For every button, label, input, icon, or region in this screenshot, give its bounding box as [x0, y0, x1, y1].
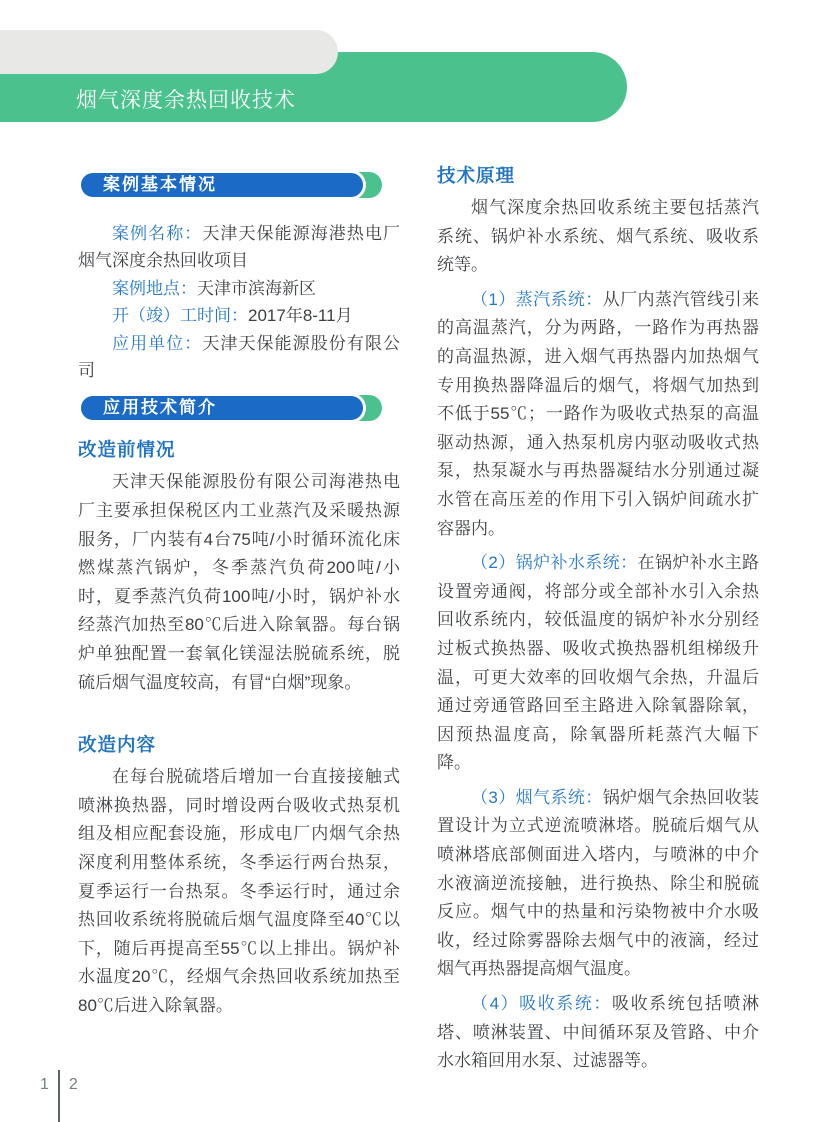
principle-item-label: （2）锅炉补水系统：: [471, 553, 638, 573]
principle-heading: 技术原理: [437, 165, 516, 186]
case-field-label: 案例名称：: [112, 224, 203, 243]
case-field-value: 2017年8-11月: [248, 306, 353, 326]
subsection-heading-content: 改造内容: [78, 734, 157, 756]
subsection-body-content: 在每台脱硫塔后增加一台直接接触式喷淋换热器，同时增设两台吸收式热泵机组及相应配套设施，形成电厂内烟气余热深度利用整体系统，冬季运行两台热泵，夏季运行一台热泵。冬季运行时，通过余热回收系统将脱硫后烟气温度降至40℃以下，随后再提高至55℃以上排出。锅炉补水温度20℃，经烟气余热回收系统加热至80℃后进入除氧器。: [78, 767, 400, 1015]
principle-item-text: 锅炉烟气余热回收装置设计为立式逆流喷淋塔。脱硫后烟气从喷淋塔底部侧面进入塔内，与喷淋的中介水液滴逆流接触，进行换热、除尘和脱硫反应。烟气中的热量和污染物被中介水吸收，经过除雾器除去烟气中的液滴，经过烟气再热器提高烟气温度。: [437, 787, 759, 979]
principle-item-4: [437, 990, 759, 1076]
banner-label: 案例基本情况: [78, 170, 366, 200]
case-field-label: 案例地点：: [112, 278, 197, 298]
section-banner-case: [78, 170, 400, 200]
subsection-heading-before: 改造前情况: [78, 439, 176, 461]
principle-item-3: [437, 784, 759, 984]
page-number-divider: [58, 1070, 60, 1122]
case-field-value: 天津市滨海新区: [197, 278, 316, 298]
principle-item-text: 在锅炉补水主路设置旁通阀，将部分或全部补水引入余热回收系统内，较低温度的锅炉补水分别经过板式换热器、吸收式换热器机组梯级升温，可更大效率的回收烟气余热，升温后通过旁通管路回至主路进入除氧器除氧，因预热温度高，除氧器所耗蒸汽大幅下降。: [437, 553, 759, 773]
principle-item-2: [437, 549, 759, 778]
page-footer: [40, 1070, 78, 1122]
section-banner-tech: [78, 393, 400, 423]
case-field: [78, 302, 400, 329]
principle-item-label: （4）吸收系统：: [471, 994, 613, 1014]
banner-label: 应用技术简介: [78, 393, 366, 423]
case-field-value: 天津天保能源海港热电厂烟气深度余热回收项目: [78, 224, 401, 271]
principle-item-1: [437, 286, 759, 543]
page-number-right: 2: [68, 1076, 78, 1093]
header-gray-ribbon: [0, 30, 338, 74]
case-field: [78, 275, 400, 302]
case-info-block: [78, 220, 400, 384]
right-column: [437, 162, 759, 1076]
principle-item-text: 从厂内蒸汽管线引来的高温蒸汽，分为两路，一路作为再热器的高温热源，进入烟气再热器内加热烟气专用换热器降温后的烟气，将烟气加热到不低于55℃；一路作为吸收式热泵的高温驱动热源，通入热泵机房内驱动吸收式热泵，热泵凝水与再热器凝结水分别通过凝水管在高压差的作用下引入锅炉间疏水扩容器内。: [437, 289, 759, 538]
principle-item-text: 吸收系统包括喷淋塔、喷淋装置、中间循环泵及管路、中介水水箱回用水泵、过滤器等。: [437, 994, 759, 1071]
principle-item-label: （1）蒸汽系统：: [471, 289, 603, 309]
case-field: [78, 220, 400, 275]
case-field: [78, 330, 400, 385]
case-field-value: 天津天保能源股份有限公司: [78, 333, 401, 381]
left-column: [78, 170, 400, 1021]
principle-intro: 烟气深度余热回收系统主要包括蒸汽系统、锅炉补水系统、烟气系统、吸收系统等。: [437, 198, 759, 275]
case-field-label: 应用单位：: [112, 333, 203, 353]
page-number-left: 1: [40, 1076, 49, 1093]
case-field-label: 开（竣）工时间：: [112, 306, 248, 326]
subsection-body-before: 天津天保能源股份有限公司海港热电厂主要承担保税区内工业蒸汽及采暖热源服务，厂内装有4台75吨/小时循环流化床燃煤蒸汽锅炉，冬季蒸汽负荷200吨/小时，夏季蒸汽负荷100吨/小时，锅炉补水经蒸汽加热至80℃后进入除氧器。每台锅炉单独配置一套氧化镁湿法脱硫系统，脱硫后烟气温度较高，有冒“白烟”现象。: [78, 472, 400, 692]
page-title: 烟气深度余热回收技术: [76, 89, 296, 112]
principle-item-label: （3）烟气系统：: [471, 787, 603, 807]
